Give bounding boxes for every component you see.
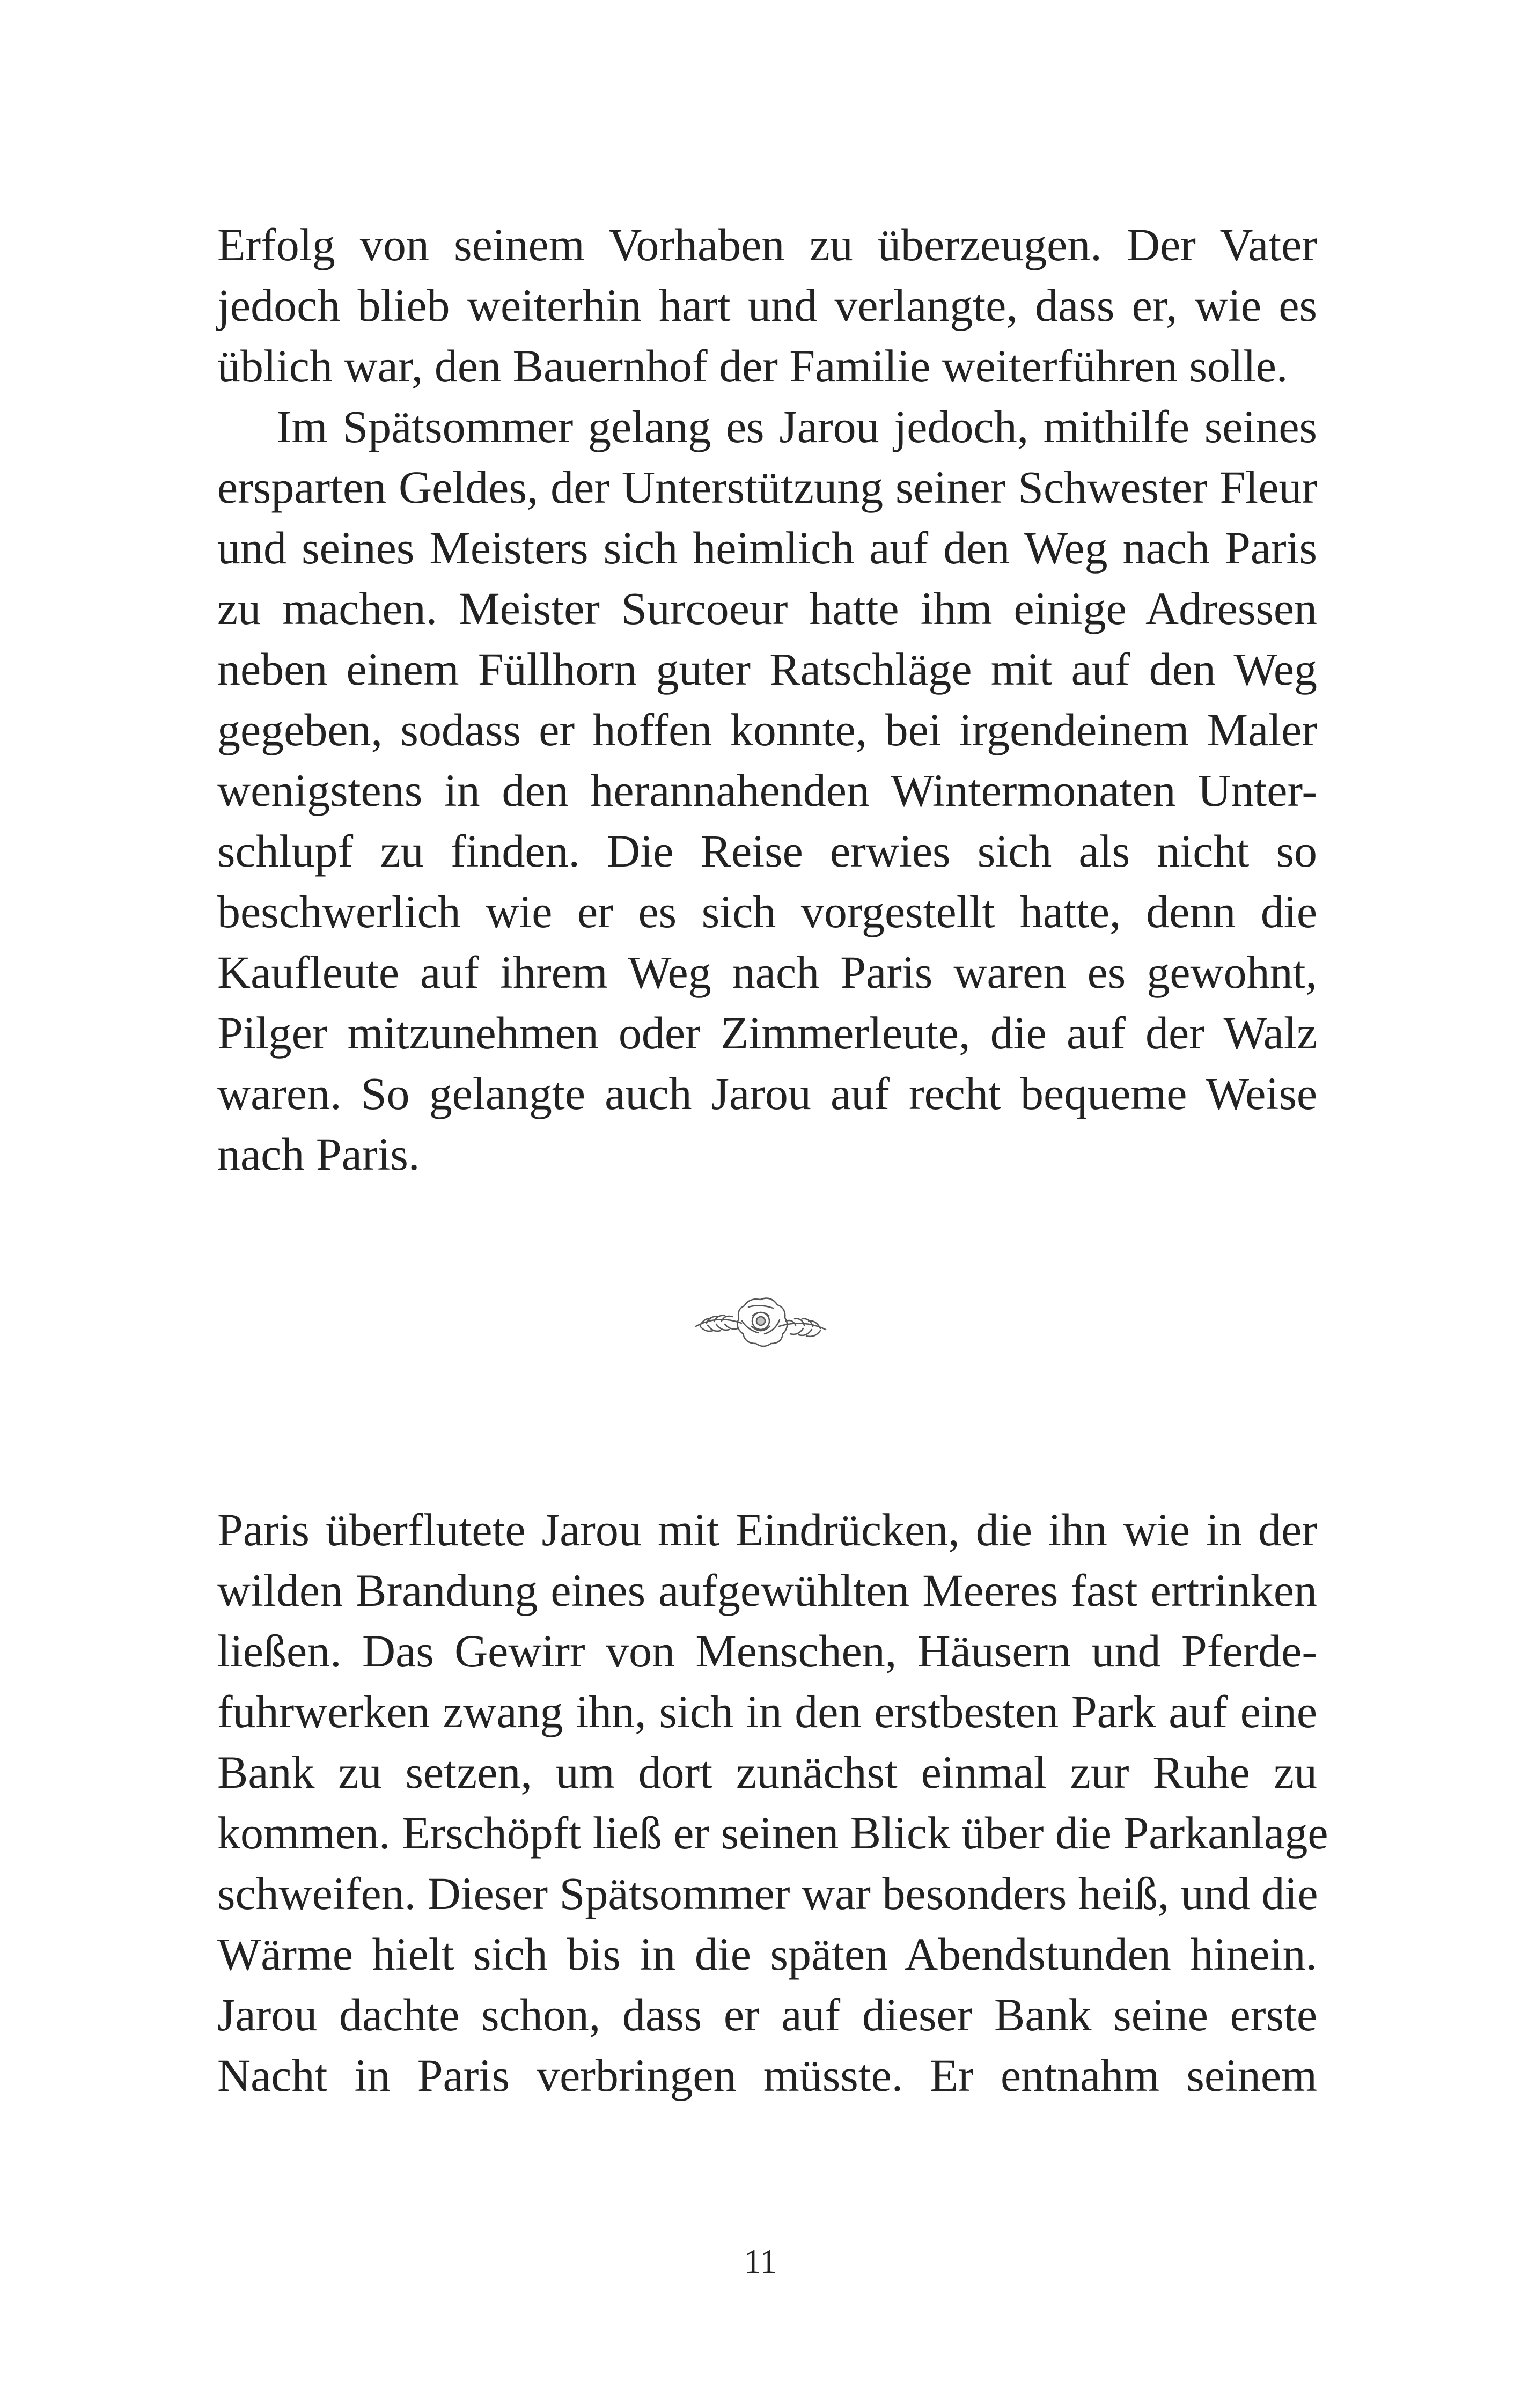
text-line: wilden Brandung eines aufgewühlten Meeres fast ertrinken xyxy=(217,1565,1317,1616)
text-line: kommen. Erschöpft ließ er seinen Blick über die Parkanlage xyxy=(217,1807,1328,1859)
flower-vignette-icon xyxy=(685,1288,835,1357)
text-line: schlupf zu finden. Die Reise erwies sich als nicht so xyxy=(217,825,1317,877)
text-line: Bank zu setzen, um dort zunächst einmal zur Ruhe zu xyxy=(217,1746,1317,1798)
text-line: üblich war, den Bauernhof der Familie weiterführen solle. xyxy=(217,340,1288,392)
text-line: Paris überflutete Jarou mit Eindrücken, die ihn wie in der xyxy=(217,1504,1317,1555)
text-line: Kaufleute auf ihrem Weg nach Paris waren es gewohnt, xyxy=(217,946,1317,998)
paragraph-section-2 xyxy=(217,1500,1328,2106)
text-line: Erfolg von seinem Vorhaben zu überzeugen. Der Vater xyxy=(217,219,1317,270)
text-line: beschwerlich wie er es sich vorgestellt hatte, denn die xyxy=(217,886,1317,937)
text-line: Pilger mitzunehmen oder Zimmerleute, die auf der Walz xyxy=(217,1007,1317,1059)
text-line: wenigstens in den herannahenden Wintermonaten Unter- xyxy=(217,765,1317,816)
text-line: Jarou dachte schon, dass er auf dieser Bank seine erste xyxy=(217,1989,1317,2040)
text-line: gegeben, sodass er hoffen konnte, bei irgendeinem Maler xyxy=(217,704,1317,755)
paragraph-section-1 xyxy=(217,215,1317,1185)
text-line: waren. So gelangte auch Jarou auf recht bequeme Weise xyxy=(217,1068,1317,1119)
text-line: Nacht in Paris verbringen müsste. Er entnahm seinem xyxy=(217,2050,1317,2101)
text-line: neben einem Füllhorn guter Ratschläge mit auf den Weg xyxy=(217,643,1317,695)
text-line: Im Spätsommer gelang es Jarou jedoch, mithilfe seines xyxy=(276,401,1317,452)
text-line: und seines Meisters sich heimlich auf den Weg nach Paris xyxy=(217,522,1317,574)
text-line: zu machen. Meister Surcoeur hatte ihm einige Adressen xyxy=(217,583,1317,634)
text-line: Wärme hielt sich bis in die späten Abendstunden hinein. xyxy=(217,1928,1317,1980)
text-line: fuhrwerken zwang ihn, sich in den erstbesten Park auf eine xyxy=(217,1686,1317,1737)
text-line: nach Paris. xyxy=(217,1128,420,1180)
page-number: 11 xyxy=(744,2242,777,2280)
text-line: ließen. Das Gewirr von Menschen, Häusern und Pferde- xyxy=(217,1625,1317,1677)
text-line: ersparten Geldes, der Unterstützung seiner Schwester Fleur xyxy=(217,461,1317,513)
text-line: schweifen. Dieser Spätsommer war besonders heiß, und die xyxy=(217,1868,1318,1919)
text-line: jedoch blieb weiterhin hart und verlangte, dass er, wie es xyxy=(217,280,1317,331)
